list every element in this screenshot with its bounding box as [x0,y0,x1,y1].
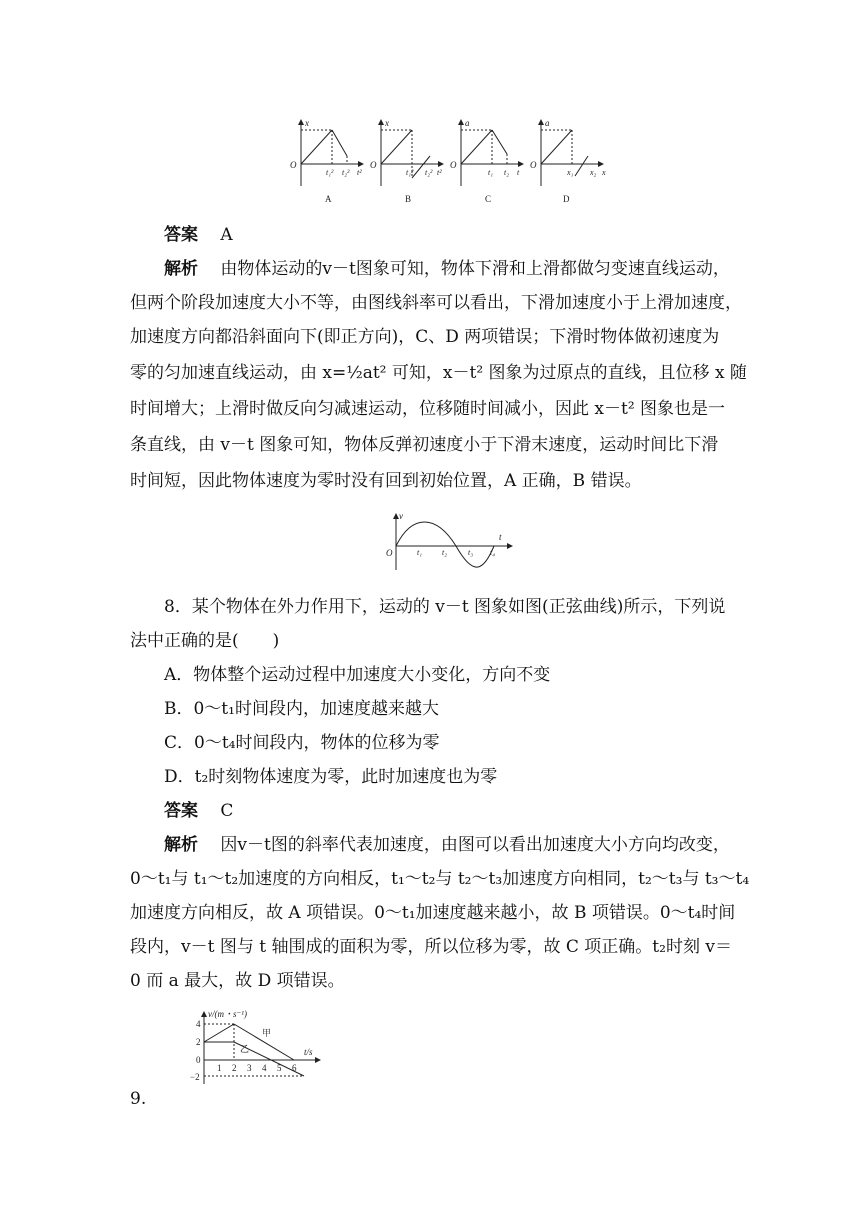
tick-t1: t₁ [417,548,423,557]
q9-xtick-6: 6 [292,1063,297,1073]
q7-analysis-line-3: 加速度方向都沿斜面向下(即正方向)，C、D 两项错误；下滑时物体做初速度为 [130,327,720,347]
analysis-label: 解析 [164,259,198,279]
q9-ylabel: v/(m・s⁻¹) [208,1009,247,1019]
q7-graphs-svg [285,116,615,208]
q8-sine-graph [384,510,516,572]
q9-xtick-2: 2 [232,1063,237,1073]
q9-series-jia: 甲 [262,1028,272,1038]
q9-series-yi: 乙 [240,1044,250,1054]
graph-a-origin: O [290,160,297,170]
q9-ytick-neg2: −2 [190,1072,200,1082]
answer-value: C [220,801,234,821]
q9-xtick-1: 1 [217,1063,222,1073]
q9-xtick-4: 4 [262,1063,267,1073]
analysis-text: 因v－t图的斜率代表加速度，由图可以看出加速度大小方向均改变， [220,835,730,855]
analysis-label: 解析 [164,835,198,855]
q8-analysis-line-2: 0～t₁与 t₁～t₂加速度的方向相反，t₁～t₂与 t₂～t₃加速度方向相同，t₂～t₃与 t₃～t₄ [130,869,750,889]
graph-d-label: D [563,194,570,204]
q8-analysis-line-4: 段内，v－t 图与 t 轴围成的面积为零，所以位移为零，故 C 项正确。t₂时刻 v＝ [130,937,732,957]
q8-stem-line-2: 法中正确的是( ) [130,631,280,651]
q7-analysis-line-2: 但两个阶段加速度大小不等，由图线斜率可以看出，下滑加速度小于上滑加速度， [130,293,742,313]
tick-t4: t₄ [490,548,496,557]
q7-analysis-line-7: 时间短，因此物体速度为零时没有回到初始位置，A 正确，B 错误。 [130,471,642,491]
q8-analysis-line-5: 0 而 a 最大，故 D 项错误。 [130,971,345,991]
graph-c-axis-label: a [465,118,470,128]
q8-answer [164,794,764,828]
answer-value: A [220,225,233,245]
q9-xtick-5: 5 [277,1063,282,1073]
answer-label: 答案 [164,225,198,245]
graph-b-tick-3: t² [437,168,442,177]
tick-t2: t₂ [442,548,448,557]
q7-analysis-line-5: 时间增大；上滑时做反向匀减速运动，位移随时间减小，因此 x－t² 图象也是一 [130,399,726,419]
q8-stem-line-1: 8．某个物体在外力作用下，运动的 v－t 图象如图(正弦曲线)所示，下列说 [164,597,726,617]
graph-a-tick-2: t₂² [342,168,350,177]
graph-c-origin: O [450,160,457,170]
q9-ytick-0: 0 [196,1055,201,1065]
tick-t3: t₃ [468,548,474,557]
graph-d-axis-label: a [545,118,550,128]
origin-label: O [386,548,393,558]
graph-a-tick-1: t₁² [326,168,334,177]
graph-b-label: B [405,194,412,204]
q7-option-graphs [285,116,615,208]
q7-analysis-line-1 [164,252,764,286]
graph-b-tick-1: t₁² [406,168,414,177]
q9-graph-svg [176,1008,326,1088]
graph-d-origin: O [530,160,537,170]
q9-xlabel: t/s [304,1047,313,1057]
q8-option-a: A．物体整个运动过程中加速度大小变化，方向不变 [164,665,551,685]
graph-a-axis-label: x [305,118,309,128]
q8-analysis-line-1 [164,828,764,862]
graph-c-label: C [485,194,492,204]
graph-c-tick-3: t [517,168,520,177]
q8-analysis-line-3: 加速度方向相反，故 A 项错误。0～t₁加速度越来越小，故 B 项错误。0～t₄时间 [130,903,736,923]
v-axis-label: v [399,511,403,521]
q7-answer [164,218,764,252]
graph-d-tick-3: x [602,168,606,177]
q8-option-c: C．0～t₄时间段内，物体的位移为零 [164,733,440,753]
graph-c-tick-1: t₁ [488,168,494,177]
graph-c-tick-2: t₂ [504,168,510,177]
graph-d-tick-1: x₁ [567,168,574,177]
q9-ytick-2: 2 [196,1037,201,1047]
q8-graph-svg [384,510,516,572]
q7-analysis-line-6: 条直线，由 v－t 图象可知，物体反弹初速度小于下滑末速度，运动时间比下滑 [130,435,719,455]
answer-label: 答案 [164,801,198,821]
t-axis-label: t [499,532,502,542]
analysis-text: 由物体运动的v－t图象可知，物体下滑和上滑都做匀变速直线运动， [220,259,730,279]
q9-ytick-4: 4 [196,1019,201,1029]
q9-xtick-3: 3 [247,1063,252,1073]
graph-d-tick-2: x₂ [590,168,597,177]
q7-analysis-line-4: 零的匀加速直线运动，由 x=½at² 可知，x－t² 图象为过原点的直线，且位移 x 随 [130,363,747,383]
q8-option-d: D．t₂时刻物体速度为零，此时加速度也为零 [164,767,498,787]
q8-option-b: B．0～t₁时间段内，加速度越来越大 [164,699,439,719]
graph-a-label: A [325,194,332,204]
q9-vt-graph [176,1008,326,1088]
graph-b-tick-2: t₂² [425,168,433,177]
q9-number: 9. [130,1089,147,1109]
graph-b-axis-label: x [385,118,389,128]
graph-a-tick-3: t² [357,168,362,177]
graph-b-origin: O [370,160,377,170]
